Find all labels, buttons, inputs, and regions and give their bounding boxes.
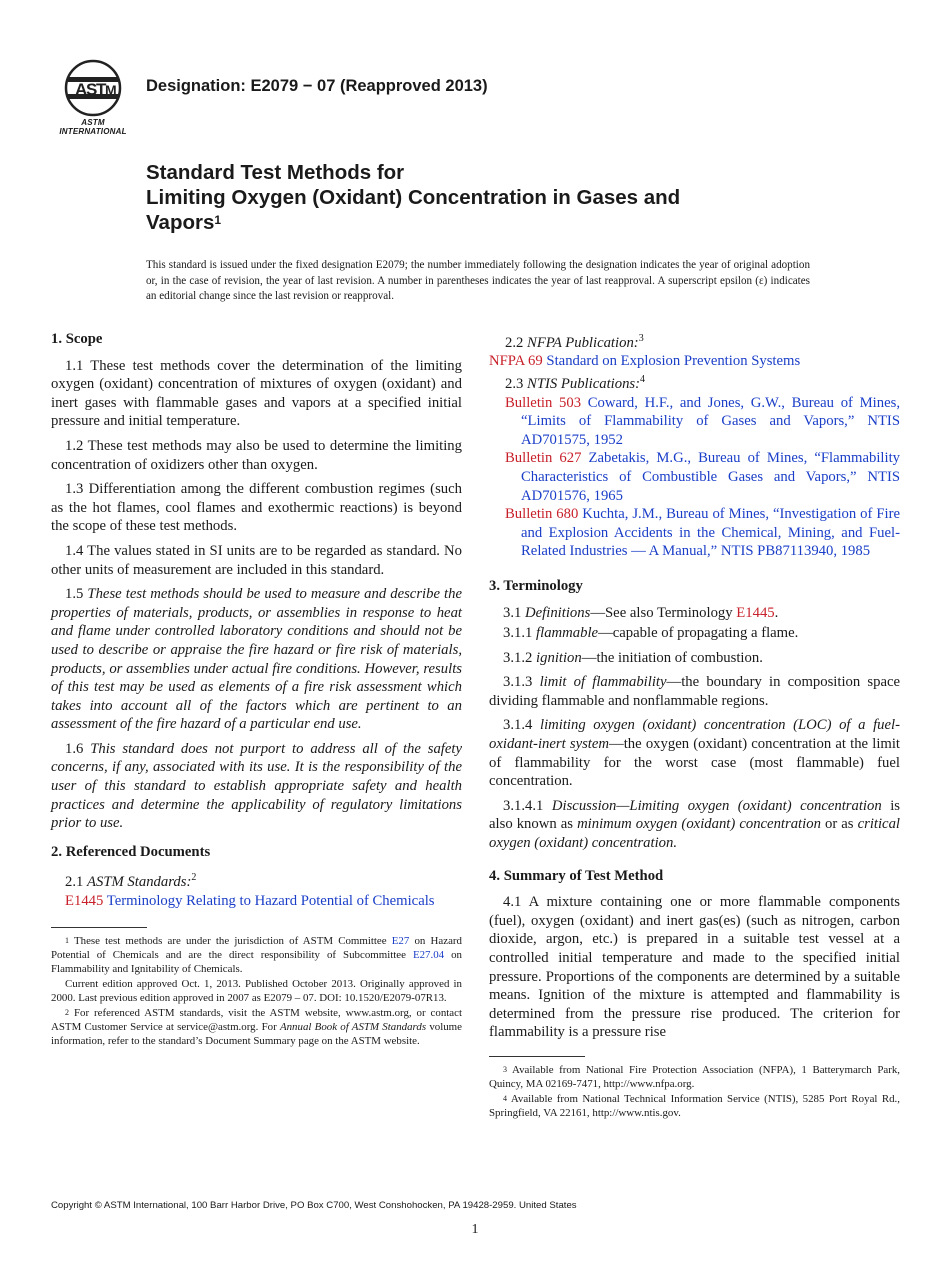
para-1-4: 1.4 The values stated in SI units are to be regarded as standard. No other units of measurement are included in this standard.: [51, 542, 462, 578]
footnote-3: [489, 1063, 900, 1091]
svg-text:S: S: [86, 80, 98, 99]
para-1-6-text: This standard does not purport to address all of the safety concerns, if any, associated with its use. It is the responsibility of the user of this standard to establish appropriate safety and health practices and determine the applicability of regulatory limitations prior to use.: [51, 740, 463, 832]
para-1-2: 1.2 These test methods may also be used to determine the limiting concentration of oxidizers other than oxygen.: [51, 437, 462, 473]
para-3-1-4-1-number: 3.1.4.1: [503, 797, 544, 814]
footnote-divider-left: [51, 927, 147, 928]
footnote-1-text-b: on Hazard Potential of Chemicals and are the direct responsibility of Subcommittee: [51, 934, 462, 961]
para-3-1-4-1-c: minimum oxygen (oxidant) concentration: [577, 816, 821, 833]
para-3-1-4-term: limiting oxygen (oxidant) concentration (LOC) of a fuel-oxidant-inert system: [489, 717, 900, 753]
logo-text: ASTM INTERNATIONAL: [59, 118, 127, 136]
footnote-2-text-a: For referenced ASTM standards, visit the ASTM website, www.astm.org, or contact ASTM Customer Service at service@astm.org. For: [51, 1006, 462, 1033]
copyright-notice: Copyright © ASTM International, 100 Barr Harbor Drive, PO Box C700, West Conshohocken, PA 19428-2959. United States: [51, 1200, 577, 1211]
para-2-2-number: 2.2: [505, 334, 524, 351]
para-1-5: [51, 585, 462, 734]
para-3-1-4-1: [489, 797, 900, 853]
ref-nfpa69-code[interactable]: NFPA 69: [489, 353, 543, 370]
svg-text:T: T: [96, 80, 107, 99]
footnote-2-italic: Annual Book of ASTM Standards: [279, 1020, 427, 1033]
para-2-1: [51, 869, 462, 891]
footnote-3-mark: 3: [503, 1064, 507, 1074]
ref-b680-code[interactable]: Bulletin 680: [505, 506, 579, 523]
left-column: [51, 330, 462, 1049]
footnote-divider-right: [489, 1056, 585, 1057]
para-1-6-number: 1.6: [65, 740, 84, 757]
footnote-1-mark: 1: [65, 935, 69, 945]
para-1-5-number: 1.5: [65, 586, 84, 603]
footnote-1-text-c: on Flammability and Ignitability of Chemicals.: [51, 948, 462, 975]
para-3-1-1: [489, 624, 900, 643]
ref-nfpa69-title[interactable]: Standard on Explosion Prevention Systems: [546, 353, 801, 370]
issuance-notice: This standard is issued under the fixed designation E2079; the number immediately following the designation indicates the year of original adoption or, in the case of revision, the year of last revision. A number in parentheses indicates the year of last reapproval. A superscript epsilon (ε) indicates an editorial change since the last revision or reapproval.: [146, 259, 810, 302]
ref-b503-text[interactable]: Coward, H.F., and Jones, G.W., Bureau of Mines, “Limits of Flammability of Gases and Vapors,” NTIS AD701575, 1952: [521, 394, 900, 448]
para-3-1-1-term: flammable: [536, 625, 599, 642]
para-3-1: [489, 604, 900, 623]
para-2-1-number: 2.1: [65, 874, 84, 891]
para-3-1-3-number: 3.1.3: [503, 674, 533, 691]
ref-bulletin-627: [489, 449, 900, 505]
footnote-4-mark: 4: [503, 1093, 507, 1103]
designation: Designation: E2079 − 07 (Reapproved 2013): [146, 77, 488, 95]
para-3-1-4-1-b: is also known as: [489, 797, 900, 833]
svg-text:A: A: [75, 80, 88, 99]
ref-b627-code[interactable]: Bulletin 627: [505, 450, 582, 467]
para-1-6: [51, 740, 462, 833]
para-3-1-2: [489, 649, 900, 668]
para-3-1-3-term: limit of flammability: [539, 674, 667, 691]
footnote-2-text-b: volume information, refer to the standard’s Document Summary page on the ASTM website.: [51, 1020, 462, 1047]
ref-bulletin-503: [489, 394, 900, 450]
ref-b627-text[interactable]: Zabetakis, M.G., Bureau of Mines, “Flammability Characteristics of Combustible Gases and Vapors,” NTIS AD701576, 1965: [521, 450, 901, 504]
para-3-1-text: —See also Terminology: [590, 604, 733, 621]
title-line-3: Vapors: [146, 211, 215, 234]
right-column: [489, 330, 900, 1121]
para-2-3-number: 2.3: [505, 375, 524, 392]
para-3-1-2-number: 3.1.2: [503, 649, 533, 666]
para-1-1: 1.1 These test methods cover the determination of the limiting oxygen (oxidant) concentration of mixtures of oxygen (oxidant) and inert gases with flammable gases and vapors at a specified initial pressure and initial temperature.: [51, 357, 462, 430]
para-3-1-4-1-a: Discussion—Limiting oxygen (oxidant) concentration: [551, 797, 882, 814]
ref-b680-text[interactable]: Kuchta, J.M., Bureau of Mines, “Investigation of Fire and Explosion Accidents in the Chemical, Mining, and Fuel-Related Industries — A Manual,” NTIS PB87113940, 1985: [521, 506, 901, 560]
footnote-3-text: Available from National Fire Protection Association (NFPA), 1 Batterymarch Park, Quincy, MA 02169-7471, http://www.nfpa.org.: [489, 1063, 901, 1090]
committee-e27-link[interactable]: E27: [391, 934, 410, 947]
para-3-1-number: 3.1: [503, 604, 522, 621]
footnote-4-text: Available from National Technical Information Service (NTIS), 5285 Port Royal Rd., Springfield, VA 22161, http://www.ntis.gov.: [489, 1092, 900, 1119]
para-2-3: [489, 371, 900, 393]
para-2-2: [489, 330, 900, 352]
para-3-1-4-1-d: or as: [820, 816, 858, 833]
ref-e1445: [51, 892, 462, 911]
ref-nfpa69: [489, 352, 900, 371]
footnote-1-text-a: These test methods are under the jurisdiction of ASTM Committee: [73, 934, 387, 947]
para-3-1-end: .: [774, 604, 779, 621]
footnote-mark-3: 3: [638, 333, 644, 344]
title-line-2: Limiting Oxygen (Oxidant) Concentration in Gases and: [146, 186, 681, 209]
para-3-1-1-text: —capable of propagating a flame.: [598, 625, 799, 642]
ref-bulletin-680: [489, 505, 900, 561]
ref-b503-code[interactable]: Bulletin 503: [505, 394, 582, 411]
terminology-e1445-link[interactable]: E1445: [736, 604, 775, 621]
para-3-1-2-term: ignition: [536, 649, 582, 666]
para-3-1-3: [489, 673, 900, 710]
para-4-1: 4.1 A mixture containing one or more flammable components (fuel), oxygen (oxidant) and inert gas(es) (such as nitrogen, carbon dioxide, argon, etc.) is prepared in a suitable test vessel at a controlled initial temperature and made to the specified initial pressure. Proportions of the components are determined by a suitable means. Ignition of the mixture is attempted and flammability is determined from the pressure rise produced. The criterion for flammability is a pressure rise: [489, 894, 900, 1041]
document-title: [146, 160, 866, 235]
title-line-1: Standard Test Methods for: [146, 161, 405, 184]
para-1-5-text: These test methods should be used to measure and describe the properties of materials, products, or assemblies in response to heat and flame under controlled laboratory conditions and should not be used to describe or appraise the fire hazard or fire risk of materials, products, or assemblies under actual fire conditions. However, results of this test may be used as elements of a fire risk assessment which takes into account all of the factors which are pertinent to an assessment of the fire hazard of a particular end use.: [51, 586, 462, 733]
ntis-label: NTIS Publications:: [527, 375, 641, 392]
page-number: 1: [471, 1222, 479, 1237]
para-3-1-4: [489, 716, 900, 790]
para-3-1-term: Definitions: [525, 604, 591, 621]
para-3-1-4-number: 3.1.4: [503, 717, 533, 734]
footnote-4: [489, 1092, 900, 1120]
astm-standards-label: ASTM Standards:: [87, 874, 192, 891]
section-3-heading: 3. Terminology: [489, 577, 583, 594]
section-1-heading: 1. Scope: [51, 331, 103, 347]
ref-e1445-title[interactable]: Terminology Relating to Hazard Potential of Chemicals: [106, 892, 435, 909]
para-1-3: 1.3 Differentiation among the different combustion regimes (such as the hot flames, cool flames and exothermic reactions) is beyond the scope of these test methods.: [51, 481, 462, 535]
footnote-mark-4: 4: [640, 374, 646, 386]
section-2-heading: 2. Referenced Documents: [51, 843, 211, 860]
para-3-1-4-text: —the oxygen (oxidant) concentration at the limit of flammability for the worst case (most flammable) fuel concentration.: [489, 736, 900, 790]
para-3-1-4-1-e: critical oxygen (oxidant) concentration.: [489, 816, 900, 852]
svg-text:M: M: [105, 82, 117, 98]
subcommittee-e27-04-link[interactable]: E27.04: [412, 948, 445, 961]
footnote-2-mark: 2: [65, 1007, 69, 1017]
para-3-1-3-text: —the boundary in composition space dividing flammable and nonflammable regions.: [489, 674, 901, 709]
nfpa-label: NFPA Publication:: [527, 334, 639, 351]
footnote-mark-2: 2: [191, 872, 197, 884]
section-4-heading: 4. Summary of Test Method: [489, 867, 664, 884]
title-footnote-mark: 1: [214, 213, 222, 227]
footnote-2: [51, 1006, 462, 1048]
ref-e1445-code[interactable]: E1445: [65, 892, 104, 909]
para-3-1-1-number: 3.1.1: [503, 625, 533, 642]
footnote-1-edition: Current edition approved Oct. 1, 2013. Published October 2013. Originally approved in 2000. Last previous edition approved in 2007 as E2079 – 07. DOI: 10.1520/E2079-07R13.: [51, 977, 462, 1004]
para-3-1-2-text: —the initiation of combustion.: [581, 649, 763, 666]
astm-logo: [52, 58, 134, 136]
footnote-1: [51, 934, 462, 976]
